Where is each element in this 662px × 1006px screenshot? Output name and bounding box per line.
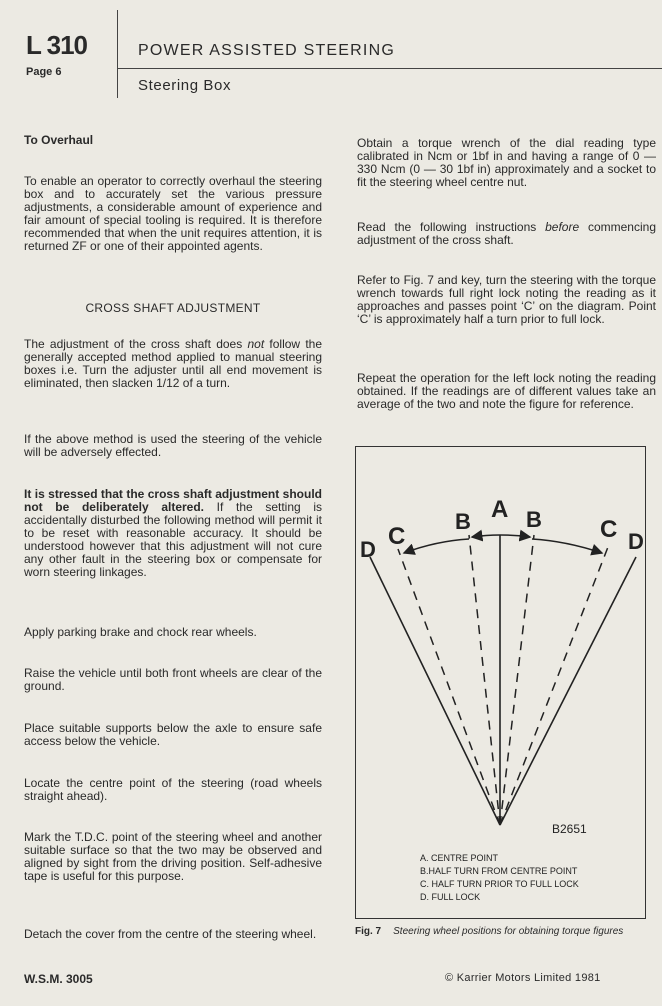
paragraph: Refer to Fig. 7 and key, turn the steering with the torque wrench towards full right lock noting the reading as it approaches and passes point ‘C’ on the diagram. Point ‘C’ is approximately half a turn prior to full lock. [357, 273, 656, 326]
paragraph: To enable an operator to correctly overhaul the steering box and to accurately set the various pressure adjustments, a considerable amount of experience and fair amount of special tooling is required. It is therefore recommended that when the unit requires attention, it is returned ZF or one of their appointed agents. [24, 174, 322, 253]
label-d-left: D [360, 537, 376, 562]
figure-number: Fig. 7 [355, 926, 382, 937]
page-subtitle: Steering Box [138, 77, 232, 94]
figure-7 [355, 446, 646, 919]
key-b: B.HALF TURN FROM CENTRE POINT [420, 866, 578, 876]
footer-copyright: © Karrier Motors Limited 1981 [445, 972, 601, 984]
figure-caption-text: Steering wheel positions for obtaining torque figures [393, 926, 624, 937]
paragraph: The adjustment of the cross shaft does not follow the generally accepted method applied to manual steering boxes i.e. Turn the adjuster until all end movement is eliminated, then slacken 1/12 of a turn. [24, 337, 322, 390]
steering-diagram [356, 447, 645, 918]
section-heading-cross-shaft: CROSS SHAFT ADJUSTMENT [85, 301, 261, 315]
paragraph: Read the following instructions before commencing adjustment of the cross shaft. [357, 220, 656, 247]
label-c-left: C [388, 523, 406, 550]
paragraph: Detach the cover from the centre of the steering wheel. [24, 927, 317, 941]
emphasis: not [247, 337, 265, 351]
label-b-right: B [526, 507, 542, 532]
section-heading-overhaul: To Overhaul [24, 133, 94, 147]
line-b-right [500, 535, 534, 825]
figure-caption [355, 924, 647, 940]
paragraph: Raise the vehicle until both front wheels are clear of the ground. [24, 666, 322, 693]
line-d-left [370, 557, 500, 825]
line-d-right [500, 557, 636, 825]
label-b-left: B [455, 509, 471, 534]
paragraph: Obtain a torque wrench of the dial reading type calibrated in Ncm or 1bf in and having a range of 0 — 330 Ncm (0 — 30 1bf in) approximately and a socket to fit the steering wheel centre nut. [357, 136, 656, 189]
paragraph: If the above method is used the steering of the vehicle will be adversely effected. [24, 432, 322, 459]
bold-warning: It is stressed that the cross shaft adjustment should not be deliberately altered. [24, 487, 322, 514]
paragraph: Place suitable supports below the axle to ensure safe access below the vehicle. [24, 721, 322, 748]
emphasis: before [545, 220, 580, 234]
header-divider-horizontal [117, 68, 662, 69]
label-d-right: D [628, 529, 644, 554]
paragraph: Locate the centre point of the steering (road wheels straight ahead). [24, 776, 322, 803]
label-c-right: C [600, 516, 618, 543]
paragraph: It is stressed that the cross shaft adjustment should not be deliberately altered. If the setting is accidentally disturbed the following method will permit it to be reset with reasonable accuracy. It should be understood however that this adjustment will not cure any other fault in the steering box or compensate for worn steering linkages. [24, 487, 322, 579]
paragraph: Mark the T.D.C. point of the steering wheel and another suitable surface so that the two may be observed and aligned by sight from the driving position. Self-adhesive tape is useful for this purpose. [24, 830, 322, 883]
paragraph: Apply parking brake and chock rear wheels. [24, 625, 257, 639]
paragraph: Repeat the operation for the left lock noting the reading obtained. If the readings are of different values take an average of the two and note the figure for reference. [357, 371, 656, 411]
arc-right [532, 539, 602, 553]
line-c-right [500, 547, 608, 825]
arc-centre-right [500, 535, 530, 537]
arc-centre-left [472, 535, 500, 537]
page-code: L 310 [26, 30, 88, 60]
header-divider-vertical [117, 10, 118, 98]
key-c: C. HALF TURN PRIOR TO FULL LOCK [420, 879, 579, 889]
page-number: Page 6 [26, 66, 62, 78]
page-title: POWER ASSISTED STEERING [138, 42, 395, 59]
footer-document-code: W.S.M. 3005 [24, 972, 93, 986]
line-b-left [469, 535, 500, 825]
line-c-left [398, 549, 500, 825]
key-a: A. CENTRE POINT [420, 853, 499, 863]
key-d: D. FULL LOCK [420, 892, 481, 902]
figure-code: B2651 [552, 822, 587, 836]
label-a: A [491, 496, 509, 523]
arc-left [404, 539, 469, 553]
